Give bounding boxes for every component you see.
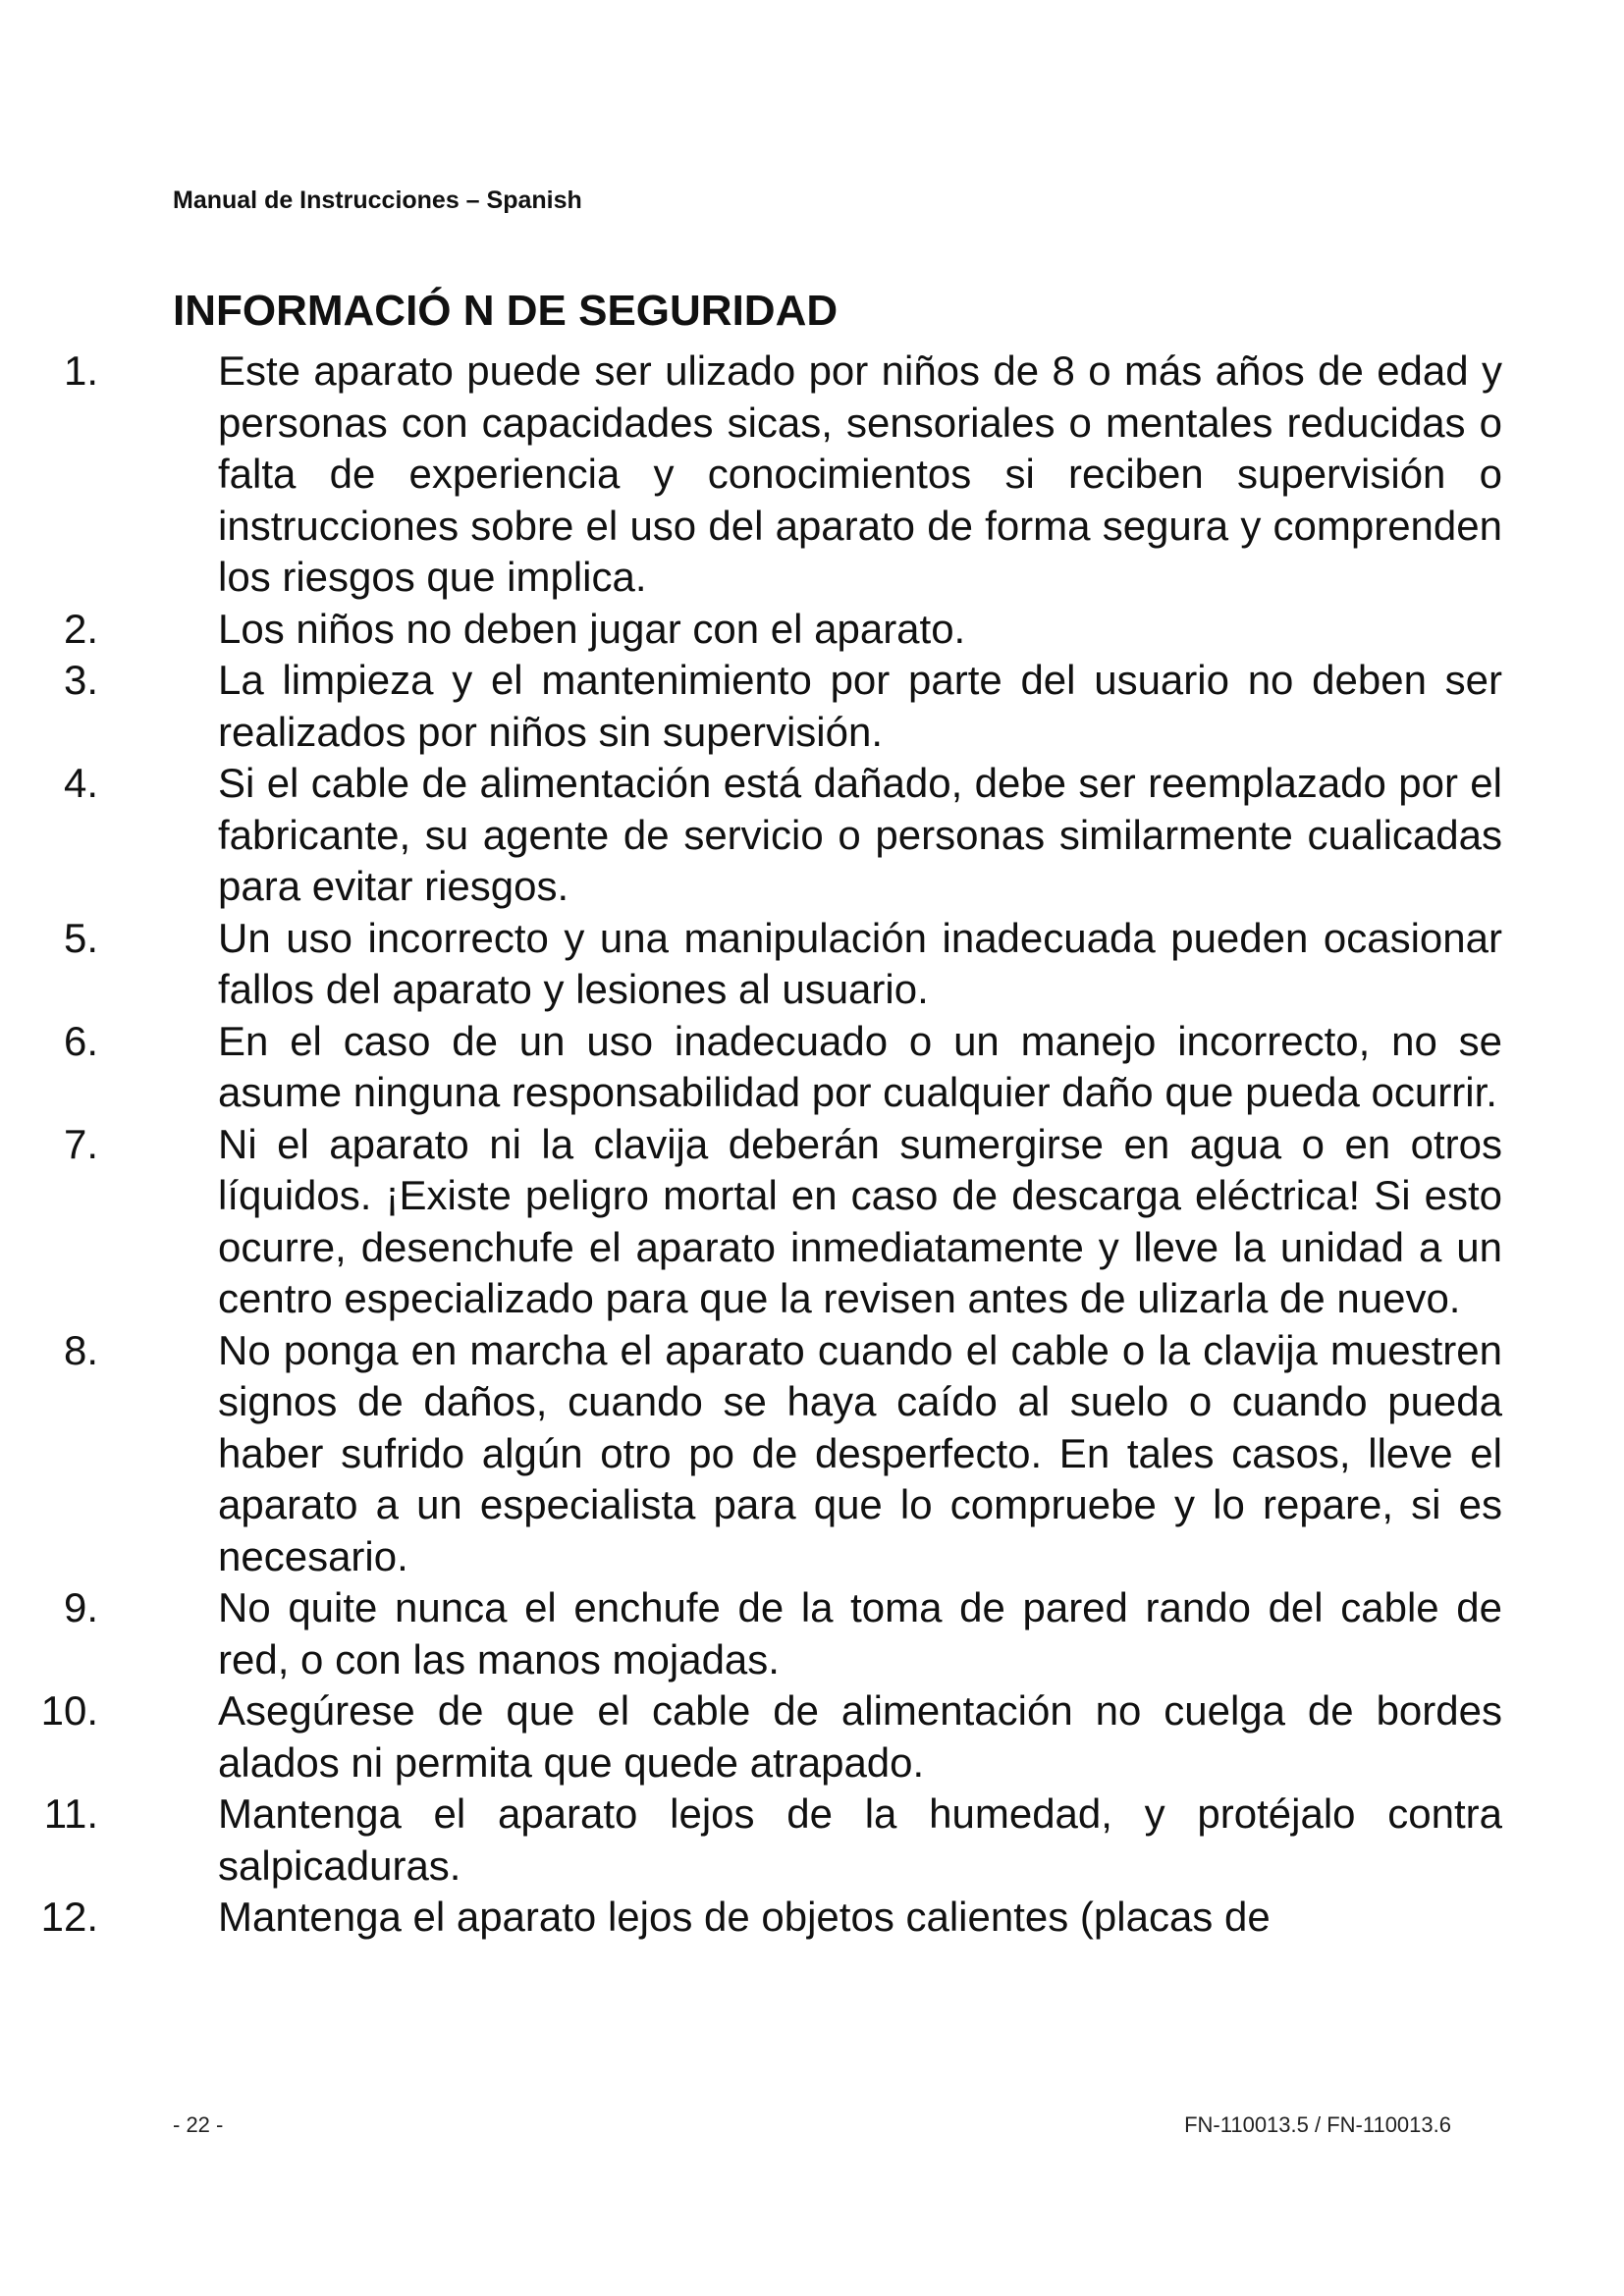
- list-item: [0, 1789, 1502, 1892]
- list-item: [0, 1119, 1502, 1325]
- model-number: FN-110013.5 / FN-110013.6: [1184, 2112, 1451, 2137]
- item-text: Ni el aparato ni la clavija deberán sumergirse en agua o en otros líquidos. ¡Existe peligro mortal en caso de descarga eléctrica! Si esto ocurre, desenchufe el aparato inmediatamente y lleve la unidad a un centro especializado para que la revisen antes de ulizarla de nuevo.: [218, 1120, 1502, 1321]
- list-item: [0, 1892, 1502, 1944]
- item-text: La limpieza y el mantenimiento por parte del usuario no deben ser realizados por niños sin supervisión.: [218, 657, 1502, 755]
- safety-list: [0, 346, 1624, 1944]
- list-item: [0, 346, 1502, 604]
- list-item: [0, 604, 1502, 656]
- page-number: - 22 -: [173, 2112, 224, 2137]
- list-item: [0, 758, 1502, 913]
- list-item: [0, 913, 1502, 1016]
- item-number: 11.: [43, 1790, 98, 1837]
- item-number: 8.: [63, 1326, 98, 1373]
- item-number: 5.: [63, 914, 98, 961]
- list-item: [0, 1582, 1502, 1685]
- item-text: Los niños no deben jugar con el aparato.: [218, 605, 966, 652]
- item-text: Un uso incorrecto y una manipulación inadecuada pueden ocasionar fallos del aparato y lesiones al usuario.: [218, 914, 1502, 1012]
- list-item: [0, 1685, 1502, 1789]
- item-text: Este aparato puede ser ulizado por niños de 8 o más años de edad y personas con capacidades sicas, sensoriales o mentales reducidas o falta de experiencia y conocimientos si reciben supervisión o instrucciones sobre el uso del aparato de forma segura y comprenden los riesgos que implica.: [218, 347, 1502, 600]
- item-number: 12.: [40, 1894, 98, 1940]
- item-number: 1.: [63, 347, 98, 394]
- item-text: No quite nunca el enchufe de la toma de pared rando del cable de red, o con las manos mojadas.: [218, 1584, 1502, 1682]
- item-number: 6.: [63, 1017, 98, 1064]
- section-title: INFORMACIÓ N DE SEGURIDAD: [173, 287, 839, 335]
- page-header: Manual de Instrucciones – Spanish: [173, 187, 582, 214]
- item-number: 4.: [63, 760, 98, 806]
- item-number: 2.: [63, 605, 98, 652]
- item-text: No ponga en marcha el aparato cuando el cable o la clavija muestren signos de daños, cuando se haya caído al suelo o cuando pueda haber sufrido algún otro po de desperfecto. En tales casos, lleve el aparato a un especialista para que lo compruebe y lo repare, si es necesario.: [218, 1326, 1502, 1579]
- item-number: 10.: [40, 1687, 98, 1734]
- item-number: 7.: [63, 1120, 98, 1167]
- item-number: 9.: [63, 1584, 98, 1630]
- list-item: [0, 1016, 1502, 1119]
- list-item: [0, 1325, 1502, 1583]
- list-item: [0, 655, 1502, 758]
- item-text: Mantenga el aparato lejos de objetos calientes (placas de: [218, 1894, 1271, 1940]
- item-text: En el caso de un uso inadecuado o un manejo incorrecto, no se asume ninguna responsabilidad por cualquier daño que pueda ocurrir.: [218, 1017, 1502, 1115]
- item-text: Si el cable de alimentación está dañado, debe ser reemplazado por el fabricante, su agente de servicio o personas similarmente cualicadas para evitar riesgos.: [218, 760, 1502, 909]
- item-number: 3.: [63, 657, 98, 703]
- item-text: Mantenga el aparato lejos de la humedad, y protéjalo contra salpicaduras.: [218, 1790, 1502, 1889]
- item-text: Asegúrese de que el cable de alimentación no cuelga de bordes alados ni permita que quede atrapado.: [218, 1687, 1502, 1786]
